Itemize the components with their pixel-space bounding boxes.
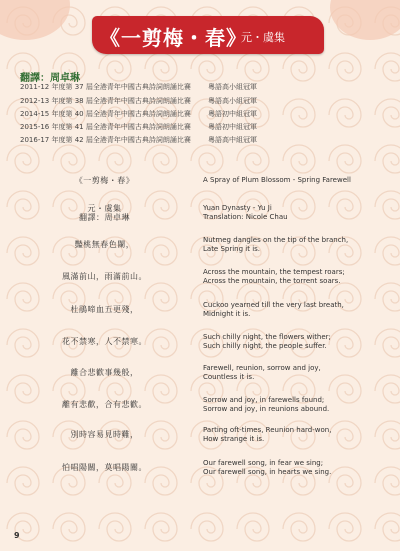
award-row	[20, 96, 257, 106]
poem-line-chinese	[32, 240, 177, 249]
poem-line-english	[203, 426, 393, 444]
poem-line-chinese	[32, 337, 177, 346]
poem-chinese-text: 怕唱陽關，莫唱陽關。	[62, 463, 147, 472]
award-competition: 2016-17 年度第 42 屆全港青年中國古典詩詞朗誦比賽	[20, 136, 191, 144]
award-competition: 2014-15 年度第 40 屆全港青年中國古典詩詞朗誦比賽	[20, 110, 191, 118]
poem-english-text: Farewell, reunion, sorrow and joy,	[203, 364, 321, 372]
poem-english-text: Nutmeg dangles on the tip of the branch,	[203, 236, 349, 244]
poem-line-chinese	[32, 204, 177, 222]
poem-chinese-text: 風滿前山，雨滿前山。	[62, 272, 147, 281]
poem-english-text: Midnight it is.	[203, 310, 251, 318]
poem-line-chinese	[32, 305, 177, 314]
award-competition: 2015-16 年度第 41 屆全港青年中國古典詩詞朗誦比賽	[20, 123, 191, 131]
poem-english-text: Our farewell song, in hearts we sing.	[203, 468, 332, 476]
poem-line-chinese	[32, 176, 177, 185]
poem-english-text: Cuckoo yearned till the very last breath,	[203, 301, 344, 309]
poem-line-chinese	[32, 430, 177, 439]
poem-chinese-text: 元・虞集	[87, 204, 122, 213]
poem-chinese-text: 離合悲歡事幾般，	[70, 368, 139, 377]
poem-line-english	[203, 236, 393, 254]
poem-english-text: Such chilly night, the flowers wither;	[203, 333, 331, 341]
poem-english-text: Translation: Nicole Chau	[203, 213, 288, 221]
award-result: 粵語高中組冠軍	[208, 136, 257, 144]
poem-line-english	[203, 364, 393, 382]
poem-line-chinese	[32, 463, 177, 472]
award-row	[20, 122, 257, 132]
poem-chinese-text: 花不禁寒，人不禁寒。	[62, 337, 147, 346]
poem-line-chinese	[32, 368, 177, 377]
poem-author: 元・虞集	[241, 31, 285, 44]
poem-english-text: Yuan Dynasty - Yu Ji	[203, 204, 272, 212]
poem-english-text: Sorrow and joy, in farewells found;	[203, 396, 325, 404]
poem-line-english	[203, 204, 393, 222]
award-result: 粵語高小組冠軍	[208, 83, 257, 91]
poem-english-text: Across the mountain, the tempest roars;	[203, 268, 345, 276]
award-competition: 2012-13 年度第 38 屆全港青年中國古典詩詞朗誦比賽	[20, 97, 191, 105]
poem-line-english	[203, 301, 393, 319]
poem-title: 《一剪梅・春》	[100, 26, 247, 50]
poem-english-text: Parting oft-times, Reunion hard-won,	[203, 426, 332, 434]
award-row	[20, 109, 257, 119]
poem-english-text: Our farewell song, in fear we sing;	[203, 459, 324, 467]
poem-english-text: Sorrow and joy, in reunions abound.	[203, 405, 330, 413]
poem-english-text: How strange it is.	[203, 435, 265, 443]
poem-line-chinese	[32, 400, 177, 409]
poem-line-english	[203, 268, 393, 286]
poem-line-english	[203, 176, 393, 185]
page-number: 9	[14, 531, 20, 540]
poem-chinese-text: 杜鵑啼血五更殘，	[70, 305, 139, 314]
award-result: 粵語初中組冠軍	[208, 123, 257, 131]
translator-label: 翻譯：周卓琳	[20, 73, 80, 84]
poem-chinese-text: 豔桃無春色闌，	[74, 240, 135, 249]
award-competition: 2011-12 年度第 37 屆全港青年中國古典詩詞朗誦比賽	[20, 83, 191, 91]
award-row	[20, 135, 257, 145]
award-result: 粵語高小組冠軍	[208, 97, 257, 105]
poem-chinese-text: 別時容易見時難，	[70, 430, 139, 439]
poem-line-english	[203, 396, 393, 414]
poem-english-text: Such chilly night, the people suffer.	[203, 342, 327, 350]
poem-chinese-text: 《一剪梅・春》	[74, 176, 135, 185]
poem-english-text: A Spray of Plum Blossom - Spring Farewell	[203, 176, 351, 184]
award-result: 粵語初中組冠軍	[208, 110, 257, 118]
poem-english-text: Countless it is.	[203, 373, 255, 381]
poem-line-english	[203, 333, 393, 351]
poem-english-text: Late Spring it is.	[203, 245, 261, 253]
award-row	[20, 82, 257, 92]
poem-chinese-text: 翻譯：周卓琳	[79, 213, 130, 222]
poem-chinese-text: 離有悲歡，合有悲歡。	[62, 400, 147, 409]
poem-line-english	[203, 459, 393, 477]
poem-english-text: Across the mountain, the torrent soars.	[203, 277, 341, 285]
poem-line-chinese	[32, 272, 177, 281]
